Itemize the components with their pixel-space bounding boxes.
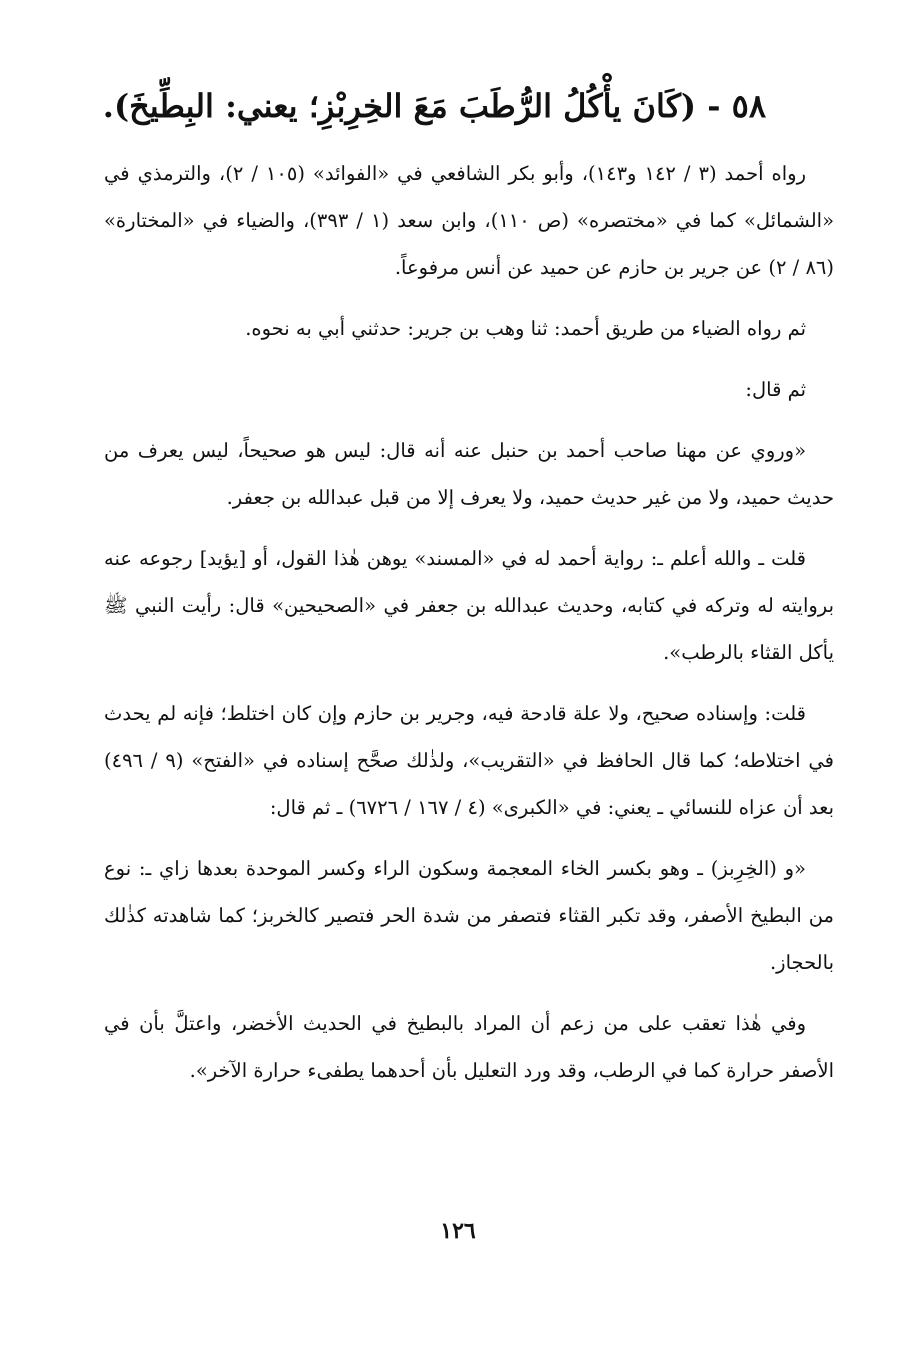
- paragraph-rebuttal: وفي هٰذا تعقب على من زعم أن المراد بالبطيخ في الحديث الأخضر، واعتلَّ بأن في الأصفر حرارة كما في الرطب، وقد ورد التعليل بأن أحدهما يطفىء حرارة الآخر».: [104, 1012, 834, 1082]
- paragraph-diya-chain: ثم رواه الضياء من طريق أحمد: ثنا وهب بن جرير: حدثني أبي به نحوه.: [245, 317, 806, 340]
- body-text: [104, 150, 834, 1108]
- paragraph-takhrij: رواه أحمد (٣ / ١٤٢ و١٤٣)، وأبو بكر الشافعي في «الفوائد» (١٠٥ / ٢)، والترمذي في «الشمائل» كما في «مختصره» (ص ١١٠)، وابن سعد (١ / ٣٩٣)، والضياء في «المختارة» (٨٦ / ٢) عن جرير بن حازم عن حميد عن أنس مرفوعاً.: [104, 162, 835, 279]
- paragraph-then-said: ثم قال:: [745, 378, 806, 401]
- page-number: ١٢٦: [440, 1218, 476, 1244]
- paragraph-isnad-sahih: قلت: وإسناده صحيح، ولا علة قادحة فيه، وجرير بن حازم وإن كان اختلط؛ فإنه لم يحدث في اختلاطه؛ كما قال الحافظ في «التقريب»، ولذٰلك صحَّح إسناده في «الفتح» (٩ / ٤٩٦) بعد أن عزاه للنسائي ـ يعني: في «الكبرى» (٤ / ١٦٧ / ٦٧٢٦) ـ ثم قال:: [104, 702, 835, 819]
- paragraph-author-note: قلت ـ والله أعلم ـ: رواية أحمد له في «المسند» يوهن هٰذا القول، أو [يؤيد] رجوعه عنه بروايته له وتركه في كتابه، وحديث عبدالله بن جعفر في «الصحيحين» قال: رأيت النبي ﷺ يأكل القثاء بالرطب».: [104, 547, 834, 664]
- hadith-heading: ٥٨ - (كَانَ يأْكُلُ الرُّطَبَ مَعَ الخِرِبْزِ؛ يعني: البِطِّيخَ).: [102, 87, 766, 125]
- paragraph-muhanna-quote: «وروي عن مهنا صاحب أحمد بن حنبل عنه أنه قال: ليس هو صحيحاً، ليس يعرف من حديث حميد، ولا من غير حديث حميد، ولا يعرف إلا من قبل عبدالله بن جعفر.: [104, 439, 834, 509]
- paragraph-khirbiz-definition: «و (الخِرِبز) ـ وهو بكسر الخاء المعجمة وسكون الراء وكسر الموحدة بعدها زاي ـ: نوع من البطيخ الأصفر، وقد تكبر القثاء فتصفر من شدة الحر فتصير كالخربز؛ كما شاهدته كذٰلك بالحجاز.: [104, 857, 834, 974]
